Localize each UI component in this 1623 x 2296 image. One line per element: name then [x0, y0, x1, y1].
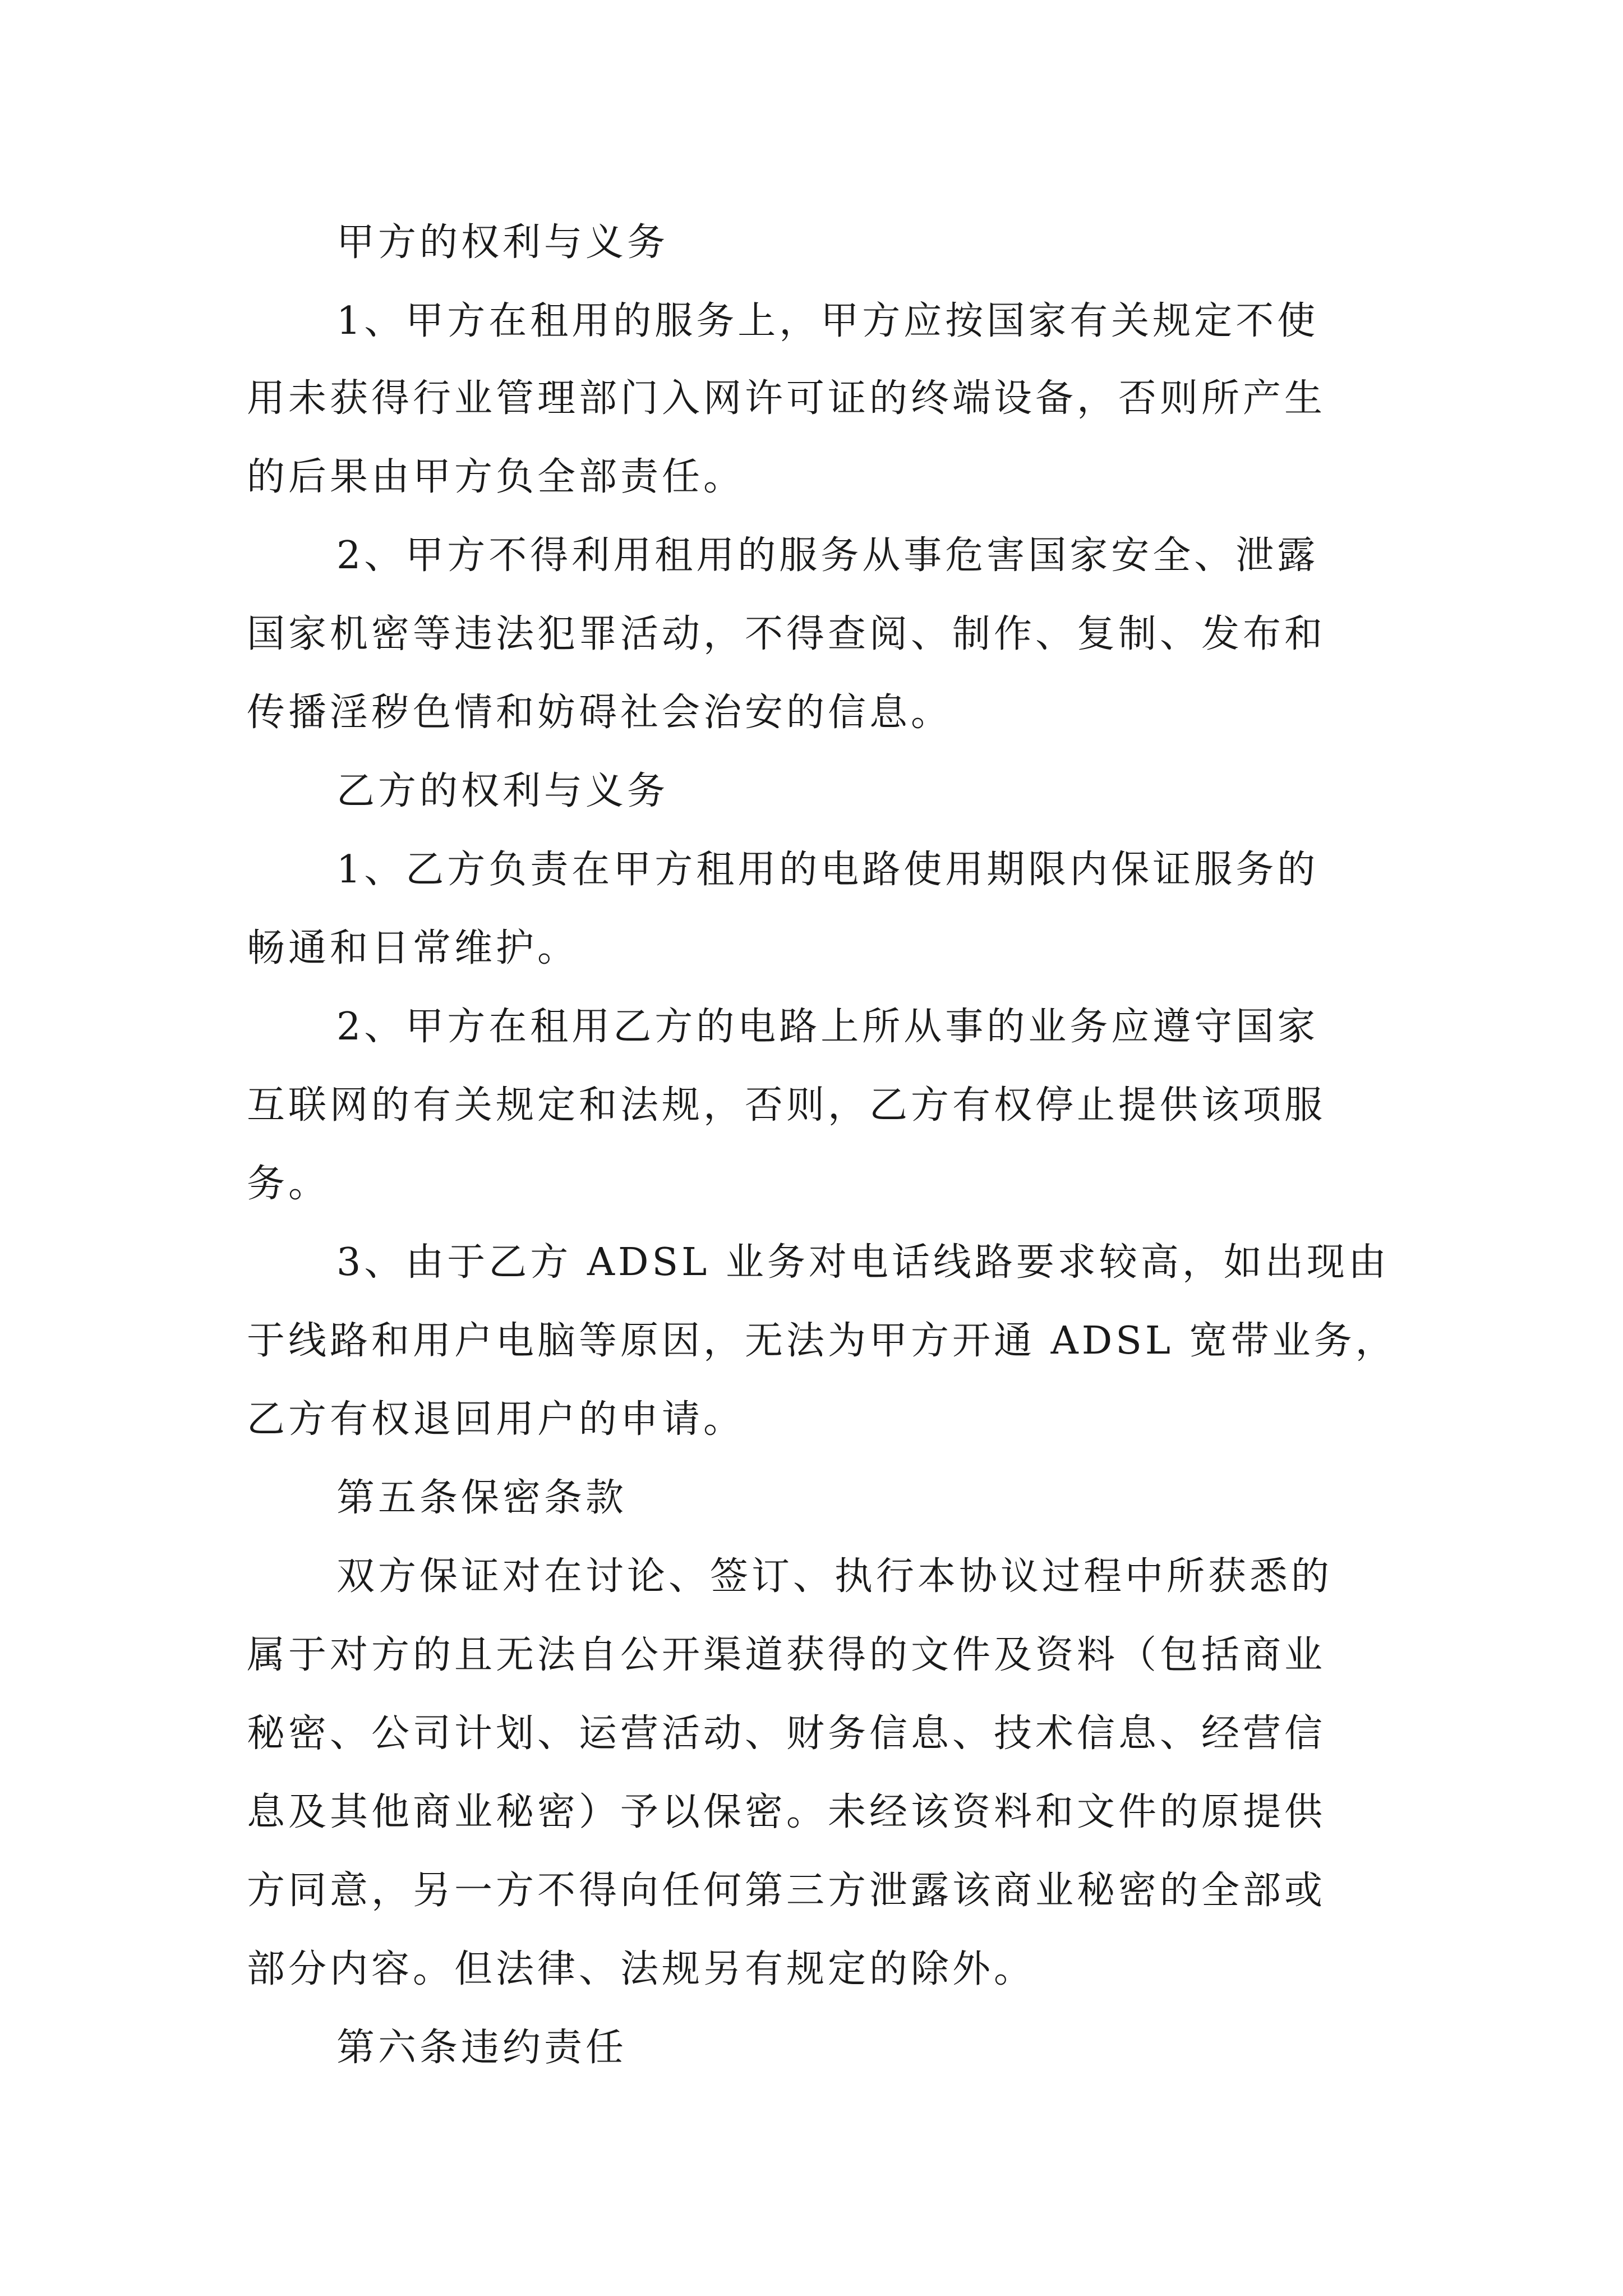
paragraph-line: 双方保证对在讨论、签订、执行本协议过程中所获悉的 [336, 1554, 1333, 1599]
section-heading-party-b: 乙方的权利与义务 [336, 769, 669, 813]
article-heading-liability: 第六条违约责任 [336, 2026, 628, 2070]
paragraph-line: 传播淫秽色情和妨碍社会治安的信息。 [247, 691, 953, 735]
paragraph-line: 属于对方的且无法自公开渠道获得的文件及资料（包括商业 [247, 1633, 1326, 1677]
paragraph-line: 务。 [247, 1162, 330, 1206]
paragraph-line: 畅通和日常维护。 [247, 926, 579, 970]
paragraph-line: 秘密、公司计划、运营活动、财务信息、技术信息、经营信 [247, 1711, 1326, 1756]
paragraph-line: 国家机密等违法犯罪活动，不得查阅、制作、复制、发布和 [247, 612, 1326, 656]
article-heading-confidentiality: 第五条保密条款 [336, 1476, 628, 1520]
paragraph-line: 方同意，另一方不得向任何第三方泄露该商业秘密的全部或 [247, 1869, 1326, 1913]
section-heading-party-a: 甲方的权利与义务 [336, 220, 669, 265]
paragraph-line: 的后果由甲方负全部责任。 [247, 455, 745, 499]
paragraph-line: 部分内容。但法律、法规另有规定的除外。 [247, 1947, 1036, 1991]
paragraph-line: 1、乙方负责在甲方租用的电路使用期限内保证服务的 [336, 848, 1319, 892]
paragraph-line: 1、甲方在租用的服务上，甲方应按国家有关规定不使 [336, 299, 1319, 343]
paragraph-line: 2、甲方在租用乙方的电路上所从事的业务应遵守国家 [336, 1005, 1319, 1049]
paragraph-line: 3、由于乙方 ADSL 业务对电话线路要求较高，如出现由 [336, 1240, 1390, 1285]
paragraph-line: 乙方有权退回用户的申请。 [247, 1397, 745, 1442]
paragraph-line: 用未获得行业管理部门入网许可证的终端设备，否则所产生 [247, 376, 1326, 421]
paragraph-line: 于线路和用户电脑等原因，无法为甲方开通 ADSL 宽带业务， [247, 1319, 1397, 1363]
paragraph-line: 息及其他商业秘密）予以保密。未经该资料和文件的原提供 [247, 1790, 1326, 1834]
paragraph-line: 互联网的有关规定和法规，否则，乙方有权停止提供该项服 [247, 1083, 1326, 1128]
paragraph-line: 2、甲方不得利用租用的服务从事危害国家安全、泄露 [336, 533, 1319, 578]
